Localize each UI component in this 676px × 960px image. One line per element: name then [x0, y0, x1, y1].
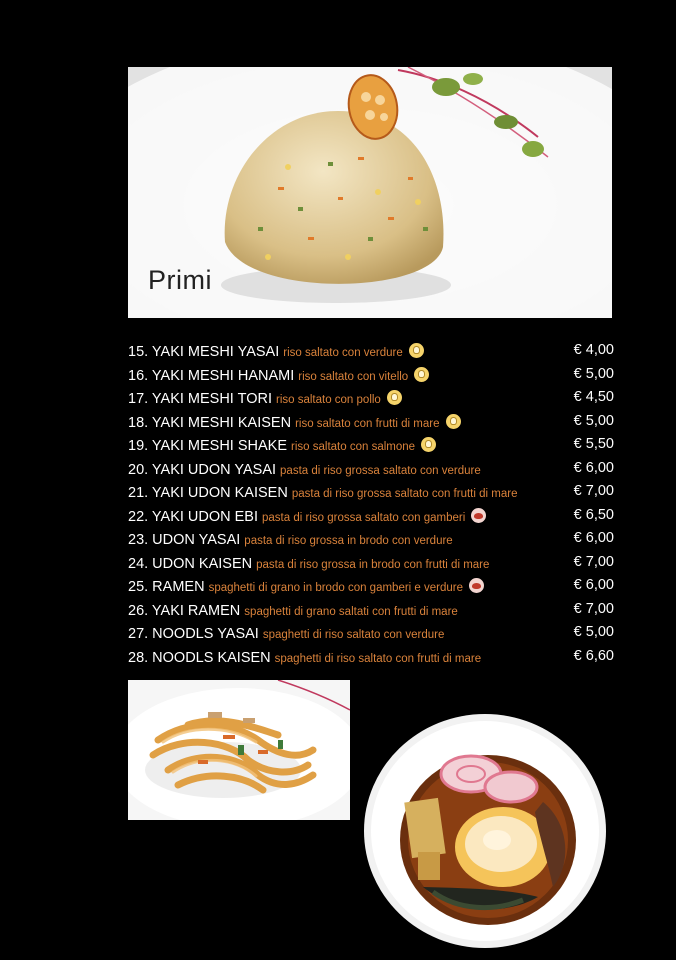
menu-item — [128, 621, 614, 645]
menu-item-name: 25. RAMEN — [128, 579, 205, 595]
menu-item-description: riso saltato con vitello — [298, 370, 409, 383]
menu-item-price: € 5,00 — [573, 365, 614, 382]
menu-item-name: 17. YAKI MESHI TORI — [128, 391, 272, 407]
menu-item-description: pasta di riso grossa in brodo con frutti di mare — [256, 558, 490, 571]
menu-item-price: € 6,00 — [573, 459, 614, 476]
udon-illustration — [128, 680, 350, 820]
menu-item-description: pasta di riso grossa in brodo con verdure — [244, 535, 453, 547]
menu-item-description: spaghetti di riso saltato con frutti di mare — [274, 652, 482, 665]
menu-item-description: spaghetti di grano saltati con frutti di mare — [244, 605, 458, 618]
menu-item-name: 23. UDON YASAI — [128, 532, 241, 548]
menu-item-price: € 6,00 — [573, 530, 614, 546]
section-title: Primi — [148, 265, 212, 295]
menu-item — [128, 574, 614, 598]
crustacean-allergen-icon — [469, 578, 484, 593]
menu-item — [128, 598, 614, 622]
menu-item-description: spaghetti di grano in brodo con gamberi e verdure — [208, 582, 463, 594]
menu-item-description: riso saltato con pollo — [275, 394, 381, 406]
menu-item-price: € 4,50 — [573, 389, 614, 405]
ramen-illustration — [363, 712, 608, 950]
menu-item — [128, 386, 614, 410]
menu-item — [128, 339, 614, 363]
menu-item-name: 22. YAKI UDON EBI — [128, 508, 259, 525]
menu-item-name: 26. YAKI RAMEN — [128, 602, 241, 619]
fried-rice-photo — [128, 67, 612, 318]
menu-item-price: € 7,00 — [573, 483, 614, 499]
crustacean-allergen-icon — [471, 508, 486, 523]
menu-item — [128, 527, 614, 551]
menu-item-price: € 4,00 — [573, 342, 614, 358]
menu-item-price: € 5,50 — [573, 436, 614, 452]
menu-item-name: 16. YAKI MESHI HANAMI — [128, 367, 295, 384]
menu-item — [128, 480, 614, 504]
menu-item-description: riso saltato con frutti di mare — [295, 417, 440, 430]
menu-item — [128, 457, 614, 481]
menu-item-name: 27. NOODLS YASAI — [128, 626, 259, 642]
menu-item — [128, 551, 614, 575]
menu-item-name: 28. NOODLS KAISEN — [128, 649, 271, 666]
menu-item — [128, 433, 614, 457]
menu-item — [128, 504, 614, 528]
menu-item-description: pasta di riso grossa saltato con gamberi — [262, 511, 466, 524]
menu-item-name: 21. YAKI UDON KAISEN — [128, 485, 288, 501]
menu-item-description: pasta di riso grossa saltato con frutti di mare — [291, 488, 518, 500]
menu-item-name: 18. YAKI MESHI KAISEN — [128, 414, 292, 431]
menu-item-price: € 6,00 — [573, 577, 614, 593]
menu-item-price: € 6,50 — [573, 506, 614, 523]
chicken-allergen-icon — [409, 343, 424, 358]
menu-item-description: pasta di riso grossa saltato con verdure — [280, 464, 481, 477]
menu-item-description: riso saltato con salmone — [291, 441, 416, 453]
chicken-allergen-icon — [446, 414, 461, 429]
menu-item-name: 20. YAKI UDON YASAI — [128, 461, 277, 478]
yaki-udon-photo — [128, 680, 350, 820]
chicken-allergen-icon — [414, 367, 429, 382]
menu-list — [128, 339, 614, 668]
menu-item — [128, 645, 614, 669]
menu-item-price: € 6,60 — [573, 647, 614, 664]
menu-item-name: 19. YAKI MESHI SHAKE — [128, 438, 288, 454]
menu-item-price: € 5,00 — [573, 624, 614, 640]
ramen-bowl-photo — [363, 712, 608, 950]
menu-item-price: € 7,00 — [573, 600, 614, 617]
menu-item — [128, 363, 614, 387]
chicken-allergen-icon — [421, 437, 436, 452]
chicken-allergen-icon — [387, 390, 402, 405]
menu-item-description: spaghetti di riso saltato con verdure — [262, 629, 445, 641]
menu-item-price: € 7,00 — [573, 553, 614, 570]
menu-item-description: riso saltato con verdure — [283, 347, 403, 359]
menu-item-price: € 5,00 — [573, 412, 614, 429]
menu-item — [128, 410, 614, 434]
menu-item-name: 24. UDON KAISEN — [128, 555, 253, 572]
menu-item-name: 15. YAKI MESHI YASAI — [128, 344, 280, 360]
